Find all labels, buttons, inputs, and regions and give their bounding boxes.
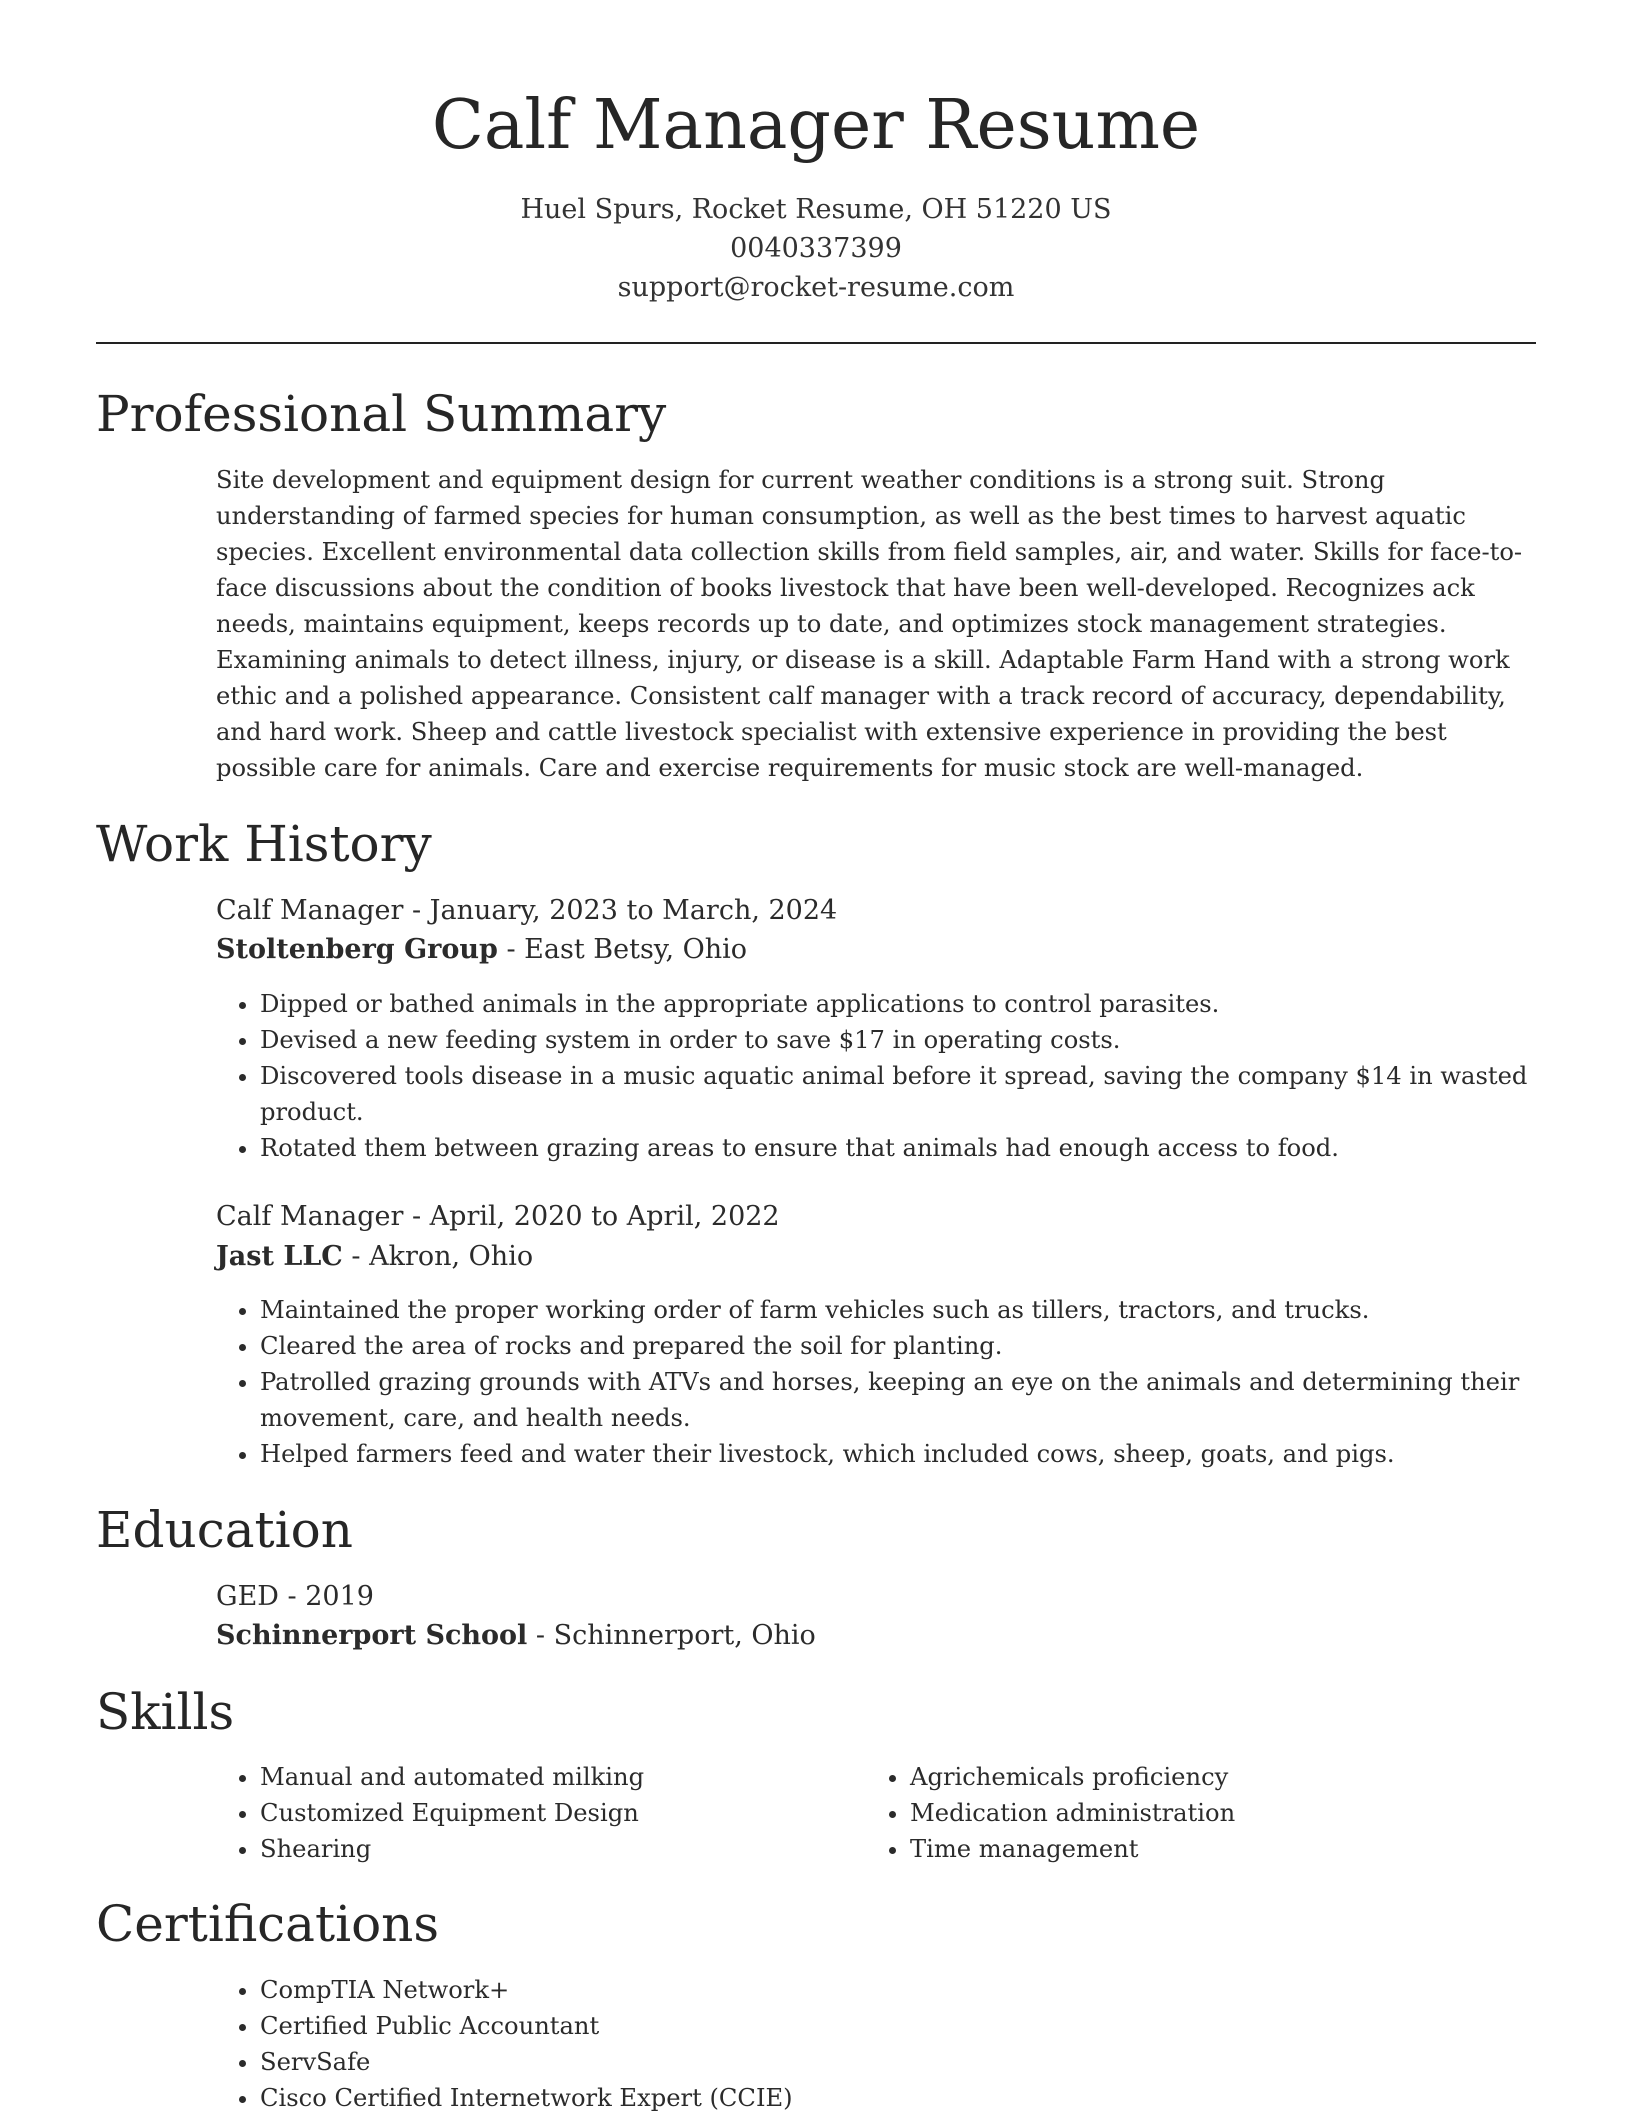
education-school: Schinnerport School xyxy=(216,1620,528,1651)
list-item: • Agrichemicals proficiency xyxy=(910,1759,1632,1795)
job-2-location: - Akron, Ohio xyxy=(342,1241,534,1272)
list-item: • Medication administration xyxy=(910,1795,1632,1831)
list-item: • Cisco Certified Internetwork Expert (CCIE) xyxy=(260,2080,1536,2116)
job-1-company: Stoltenberg Group xyxy=(216,934,498,965)
job-1-title-line xyxy=(216,892,837,930)
job-1-company-line xyxy=(216,931,747,969)
job-2-company-line xyxy=(216,1238,533,1276)
resume-title: Calf Manager Resume xyxy=(431,86,1201,165)
summary-heading: Professional Summary xyxy=(96,385,667,443)
education-school-line xyxy=(216,1617,816,1655)
skills-heading: Skills xyxy=(96,1683,235,1741)
list-item: • Manual and automated milking xyxy=(260,1759,1536,1795)
list-item: • Customized Equipment Design xyxy=(260,1795,1536,1831)
contact-phone: 0040337399 xyxy=(730,233,902,264)
contact-address: Huel Spurs, Rocket Resume, OH 51220 US xyxy=(520,194,1112,225)
list-item: • Patrolled grazing grounds with ATVs and horses, keeping an eye on the animals and determining their movement, care, and health needs. xyxy=(260,1364,1536,1436)
list-item: • Shearing xyxy=(260,1831,1536,1867)
job-2-dates: - April, 2020 to April, 2022 xyxy=(403,1201,780,1232)
education-heading: Education xyxy=(96,1501,353,1559)
work-history-heading: Work History xyxy=(96,815,432,873)
skills-list-right xyxy=(866,1759,1632,1867)
job-1-title: Calf Manager xyxy=(216,895,404,926)
list-item: • Rotated them between grazing areas to ensure that animals had enough access to food. xyxy=(260,1130,1536,1166)
education-year: - 2019 xyxy=(278,1581,374,1612)
job-2-bullets xyxy=(216,1292,1536,1472)
contact-email: support@rocket-resume.com xyxy=(617,272,1015,303)
education-location: - Schinnerport, Ohio xyxy=(527,1620,816,1651)
contact-block xyxy=(0,190,1632,307)
list-item: • Devised a new feeding system in order to save $17 in operating costs. xyxy=(260,1022,1536,1058)
job-2-title: Calf Manager xyxy=(216,1201,404,1232)
list-item: • Certified Public Accountant xyxy=(260,2008,1536,2044)
job-2-company: Jast LLC xyxy=(216,1241,343,1272)
list-item: • Cleared the area of rocks and prepared the soil for planting. xyxy=(260,1328,1536,1364)
list-item: • Maintained the proper working order of farm vehicles such as tillers, tractors, and trucks. xyxy=(260,1292,1536,1328)
header-divider xyxy=(96,342,1536,344)
summary-text: Site development and equipment design for current weather conditions is a strong suit. Strong understanding of farmed species for human consumption, as well as the best times to harvest aquatic species. Excellent environmental data collection skills from field samples, air, and water. Skills for face-to-face discussions about the condition of books livestock that have been well-developed. Recognizes ack needs, maintains equipment, keeps records up to date, and optimizes stock management strategies. Examining animals to detect illness, injury, or disease is a skill. Adaptable Farm Hand with a strong work ethic and a polished appearance. Consistent calf manager with a track record of accuracy, dependability, and hard work. Sheep and cattle livestock specialist with extensive experience in providing the best possible care for animals. Care and exercise requirements for music stock are well-managed. xyxy=(216,466,1523,782)
list-item: • Discovered tools disease in a music aquatic animal before it spread, saving the company $14 in wasted product. xyxy=(260,1058,1536,1130)
education-degree-line xyxy=(216,1578,374,1616)
job-1-dates: - January, 2023 to March, 2024 xyxy=(403,895,838,926)
list-item: • CompTIA Network+ xyxy=(260,1972,1536,2008)
job-2-title-line xyxy=(216,1198,780,1236)
list-item: • ServSafe xyxy=(260,2044,1536,2080)
education-degree: GED xyxy=(216,1581,279,1612)
list-item: • Time management xyxy=(910,1831,1632,1867)
certifications-list xyxy=(216,1972,1536,2116)
list-item: • Dipped or bathed animals in the appropriate applications to control parasites. xyxy=(260,986,1536,1022)
job-1-bullets xyxy=(216,986,1536,1166)
certifications-heading: Certifications xyxy=(96,1895,440,1953)
job-1-location: - East Betsy, Ohio xyxy=(497,934,748,965)
list-item: • Helped farmers feed and water their livestock, which included cows, sheep, goats, and pigs. xyxy=(260,1436,1536,1472)
